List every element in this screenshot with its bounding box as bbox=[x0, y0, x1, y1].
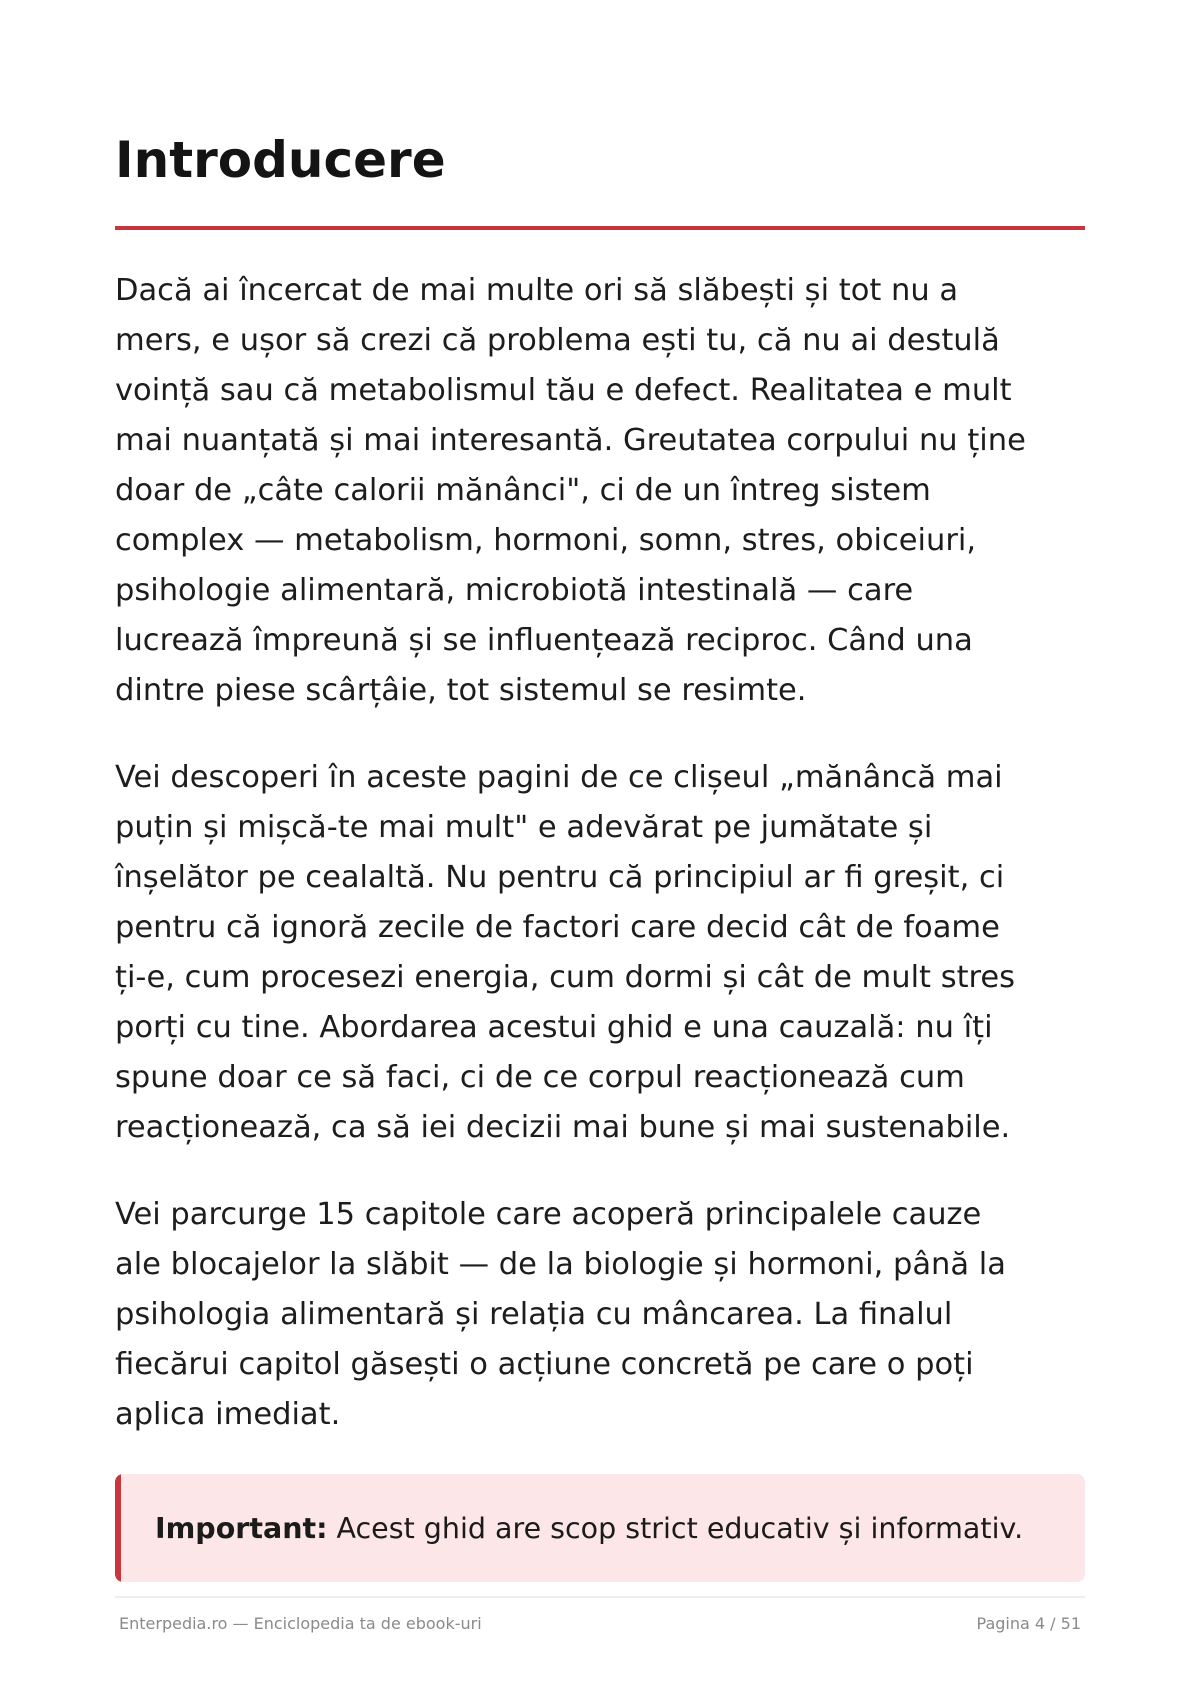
important-callout bbox=[115, 1474, 1085, 1582]
callout-label: Important: bbox=[155, 1511, 328, 1545]
paragraph-line: complex — metabolism, hormoni, somn, stres, obiceiuri, bbox=[115, 523, 977, 558]
paragraph-line: pentru că ignoră zecile de factori care decid cât de foame bbox=[115, 910, 1000, 945]
paragraph-line: ți-e, cum procesezi energia, cum dormi și cât de mult stres bbox=[115, 960, 1016, 995]
callout-text bbox=[155, 1474, 1023, 1582]
paragraph-line: înșelător pe cealaltă. Nu pentru că principiul ar fi greșit, ci bbox=[115, 860, 1005, 895]
paragraph bbox=[115, 1190, 1090, 1440]
paragraph-line: Vei descoperi în aceste pagini de ce clișeul „mănâncă mai bbox=[115, 760, 1003, 795]
paragraph-line: voință sau că metabolismul tău e defect. Realitatea e mult bbox=[115, 373, 1012, 408]
footer-site: Enterpedia.ro — Enciclopedia ta de ebook-uri bbox=[119, 1614, 482, 1633]
paragraph-line: psihologia alimentară și relația cu mâncarea. La finalul bbox=[115, 1297, 953, 1332]
paragraph-line: psihologie alimentară, microbiotă intestinală — care bbox=[115, 573, 914, 608]
paragraph-line: puțin și mișcă-te mai mult" e adevărat pe jumătate și bbox=[115, 810, 933, 845]
footer-divider bbox=[115, 1596, 1085, 1598]
callout-message: Acest ghid are scop strict educativ și informativ. bbox=[336, 1511, 1024, 1545]
paragraph-line: spune doar ce să faci, ci de ce corpul reacționează cum bbox=[115, 1060, 965, 1095]
paragraph-line: Vei parcurge 15 capitole care acoperă principalele cauze bbox=[115, 1197, 982, 1232]
page-title: Introducere bbox=[115, 131, 446, 189]
body-text bbox=[115, 266, 1090, 1477]
paragraph-line: aplica imediat. bbox=[115, 1397, 341, 1432]
paragraph-line: fiecărui capitol găsești o acțiune concretă pe care o poți bbox=[115, 1347, 974, 1382]
title-divider bbox=[115, 226, 1085, 230]
paragraph-line: mers, e ușor să crezi că problema ești tu, că nu ai destulă bbox=[115, 323, 1000, 358]
paragraph-line: dintre piese scârțâie, tot sistemul se resimte. bbox=[115, 673, 807, 708]
paragraph bbox=[115, 753, 1090, 1153]
paragraph-line: porți cu tine. Abordarea acestui ghid e una cauzală: nu îți bbox=[115, 1010, 993, 1045]
paragraph-line: mai nuanțată și mai interesantă. Greutatea corpului nu ține bbox=[115, 423, 1026, 458]
paragraph-line: reacționează, ca să iei decizii mai bune și mai sustenabile. bbox=[115, 1110, 1011, 1145]
paragraph-line: doar de „câte calorii mănânci", ci de un întreg sistem bbox=[115, 473, 931, 508]
callout-accent-bar bbox=[115, 1474, 121, 1582]
page-number: Pagina 4 / 51 bbox=[976, 1614, 1081, 1633]
paragraph bbox=[115, 266, 1090, 716]
paragraph-line: Dacă ai încercat de mai multe ori să slăbești și tot nu a bbox=[115, 273, 959, 308]
paragraph-line: lucrează împreună și se influențează reciproc. Când una bbox=[115, 623, 973, 658]
paragraph-line: ale blocajelor la slăbit — de la biologie și hormoni, până la bbox=[115, 1247, 1006, 1282]
